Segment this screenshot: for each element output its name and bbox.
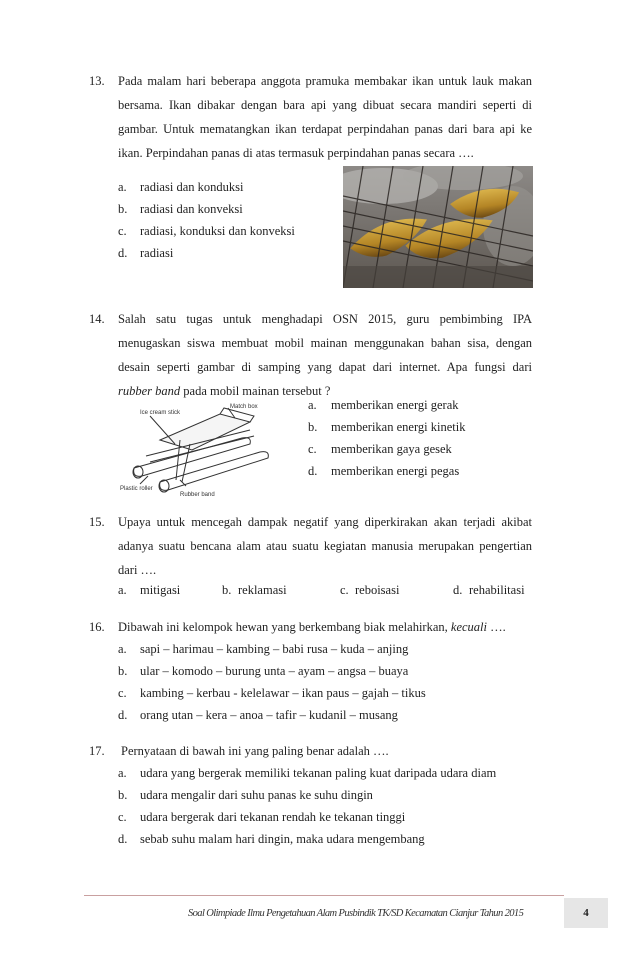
option-text: udara mengalir dari suhu panas ke suhu dingin [140,788,373,802]
option-text: radiasi [140,246,174,260]
question-text-line: desain seperti gambar di samping yang dapat dari internet. Apa fungsi dari [118,360,532,374]
option-letter: a. [118,766,127,780]
question-text-line: Salah satu tugas untuk menghadapi OSN 2015, guru pembimbing IPA [118,312,532,326]
option-letter: a. [118,642,127,656]
label-ice-cream-stick: Ice cream stick [140,410,181,416]
option-text: reboisasi [355,583,400,597]
option-letter: d. [118,708,128,722]
question-text-line [118,384,330,399]
label-plastic-roller: Plastic roller [120,486,153,492]
option-letter: d. [118,832,128,846]
label-rubber-band: Rubber band [180,492,215,498]
option-letter: c. [308,442,317,456]
label-match-box: Match box [230,404,258,410]
option-text: orang utan – kera – anoa – tafir – kudanil – musang [140,708,398,722]
option-letter: a. [118,180,127,194]
option-letter: d. [118,246,128,260]
footer-divider [84,895,564,896]
footer-text: Soal Olimpiade Ilmu Pengetahuan Alam Pusbindik TK/SD Kecamatan Cianjur Tahun 2015 [188,908,524,919]
option-text: sapi – harimau – kambing – babi rusa – kuda – anjing [140,642,409,656]
option-text: mitigasi [140,583,181,597]
option-text: memberikan energi pegas [331,464,460,478]
question-text-line [118,620,506,635]
option-letter: a. [118,583,127,597]
italic-term: kecuali [450,620,487,634]
option-text: memberikan energi kinetik [331,420,466,434]
option-text: memberikan gaya gesek [331,442,452,456]
option-text: radiasi, konduksi dan konveksi [140,224,295,238]
option-text: radiasi dan konduksi [140,180,244,194]
question-text-line: menugaskan siswa membuat mobil mainan menggunakan bahan sisa, dengan [118,336,532,350]
question-number: 15. [89,515,105,529]
option-letter: b. [118,664,128,678]
option-text: kambing – kerbau - kelelawar – ikan paus – gajah – tikus [140,686,426,700]
option-letter: a. [308,398,317,412]
option-letter: d. [453,583,463,597]
option-letter: b. [222,583,232,597]
question-text-line: dari …. [118,563,157,577]
question-text-line: adanya suatu bencana alam atau suatu kegiatan manusia merupakan pengertian [118,539,532,553]
option-text: udara yang bergerak memiliki tekanan paling kuat daripada udara diam [140,766,497,780]
question-text-line: Pernyataan di bawah ini yang paling benar adalah …. [121,744,389,758]
option-letter: b. [118,202,128,216]
text-fragment: …. [486,620,506,634]
option-letter: c. [118,224,127,238]
option-letter: c. [118,686,127,700]
question-text-line: Upaya untuk mencegah dampak negatif yang diperkirakan akan terjadi akibat [118,515,532,529]
option-letter: d. [308,464,318,478]
option-text: memberikan energi gerak [331,398,459,412]
page-number: 4 [564,898,608,928]
question-text-line: gambar. Untuk mematangkan ikan terdapat perpindahan panas dari bara api ke [118,122,532,136]
question-number: 16. [89,620,105,634]
question-text-line: ikan. Perpindahan panas di atas termasuk perpindahan panas secara …. [118,146,474,160]
question-text-line: Pada malam hari beberapa anggota pramuka membakar ikan untuk lauk makan [118,74,532,88]
option-text: radiasi dan konveksi [140,202,243,216]
question-number: 17. [89,744,105,758]
question-number: 14. [89,312,105,326]
option-letter: c. [118,810,127,824]
option-letter: c. [340,583,349,597]
option-text: rehabilitasi [469,583,525,597]
option-text: reklamasi [238,583,287,597]
option-letter: b. [308,420,318,434]
toy-car-diagram [120,400,280,500]
question-number: 13. [89,74,105,88]
option-letter: b. [118,788,128,802]
text-fragment: pada mobil mainan tersebut ? [180,384,331,398]
text-fragment: Dibawah ini kelompok hewan yang berkembang biak melahirkan, [118,620,451,634]
italic-term: rubber band [118,384,181,398]
option-text: ular – komodo – burung unta – ayam – angsa – buaya [140,664,409,678]
question-text-line: bersama. Ikan dibakar dengan bara api yang dibuat secara mandiri seperti di [118,98,532,112]
option-text: sebab suhu malam hari dingin, maka udara mengembang [140,832,425,846]
option-text: udara bergerak dari tekanan rendah ke tekanan tinggi [140,810,406,824]
grilled-fish-photo [343,166,533,288]
